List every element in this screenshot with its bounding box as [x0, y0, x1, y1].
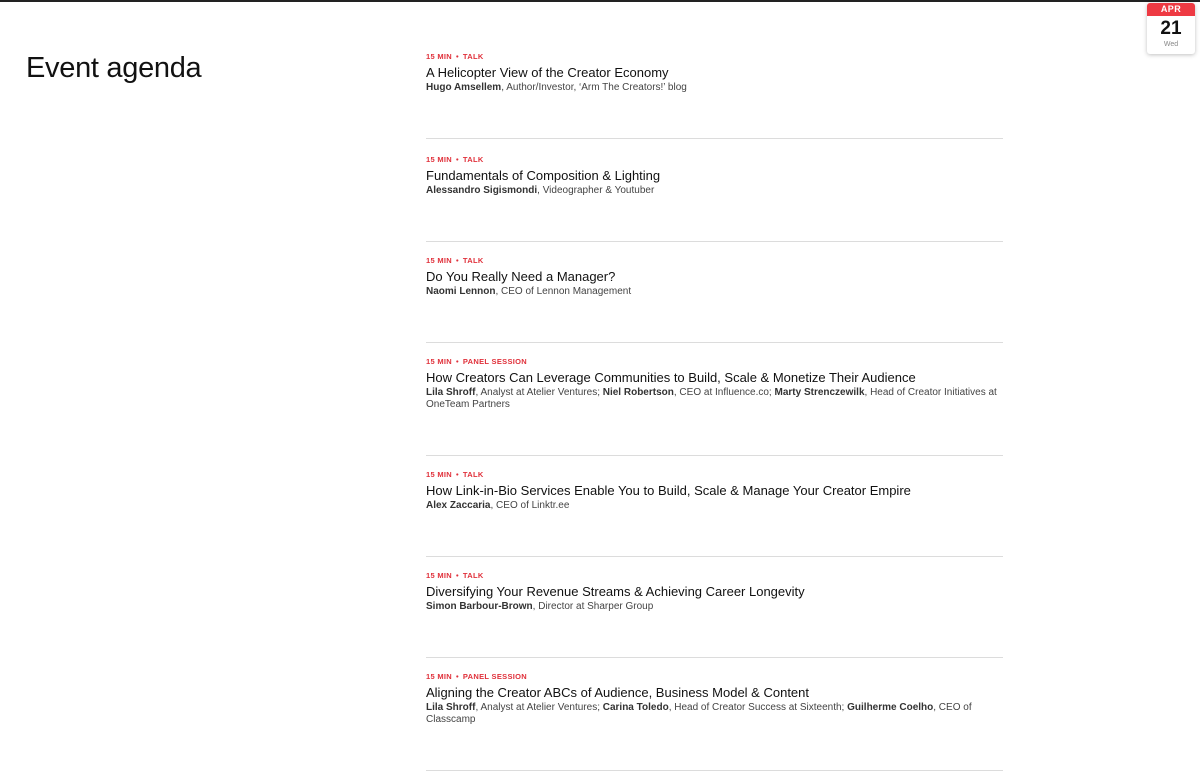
speaker-role: , CEO of Linktr.ee	[490, 500, 570, 511]
speaker-name: Alex Zaccaria	[426, 500, 491, 511]
session-speakers	[426, 702, 1003, 726]
session-meta	[426, 256, 1003, 266]
session-duration: 15 MIN	[426, 52, 452, 61]
page-title: Event agenda	[26, 52, 202, 84]
top-divider	[0, 0, 1200, 2]
agenda-item[interactable]	[426, 571, 1003, 658]
session-speakers	[426, 387, 1003, 411]
session-title[interactable]: Diversifying Your Revenue Streams & Achieving Career Longevity	[426, 584, 805, 599]
separator-dot: •	[455, 155, 459, 164]
session-meta	[426, 52, 1003, 62]
agenda-item[interactable]	[426, 52, 1003, 139]
agenda-item[interactable]	[426, 672, 1003, 771]
session-type: PANEL SESSION	[462, 672, 527, 681]
speaker-role: , Head of Creator Success at Sixteenth;	[668, 702, 848, 713]
calendar-month: APR	[1147, 3, 1195, 16]
separator-dot: •	[455, 672, 459, 681]
session-speakers	[426, 286, 1003, 298]
speaker-name: Marty Strenczewilk	[774, 387, 865, 398]
session-title[interactable]: How Creators Can Leverage Communities to Build, Scale & Monetize Their Audience	[426, 370, 916, 385]
separator-dot: •	[455, 357, 459, 366]
session-duration: 15 MIN	[426, 571, 452, 580]
session-type: TALK	[462, 470, 484, 479]
session-meta	[426, 155, 1003, 165]
session-duration: 15 MIN	[426, 470, 452, 479]
session-title[interactable]: A Helicopter View of the Creator Economy	[426, 65, 669, 80]
speaker-role: , CEO at Influence.co;	[673, 387, 775, 398]
speaker-name: Guilherme Coelho	[847, 702, 934, 713]
calendar-date-badge[interactable]	[1147, 3, 1195, 54]
session-title[interactable]: How Link-in-Bio Services Enable You to Build, Scale & Manage Your Creator Empire	[426, 483, 911, 498]
speaker-name: Niel Robertson	[602, 387, 674, 398]
session-speakers	[426, 185, 1003, 197]
session-type: TALK	[462, 155, 484, 164]
agenda-list	[426, 52, 1003, 771]
speaker-name: Carina Toledo	[602, 702, 669, 713]
speaker-role: , Head of Creator Initiatives at OneTeam Partners	[426, 387, 997, 410]
agenda-item[interactable]	[426, 357, 1003, 456]
session-duration: 15 MIN	[426, 357, 452, 366]
session-duration: 15 MIN	[426, 256, 452, 265]
agenda-item[interactable]	[426, 470, 1003, 557]
session-title[interactable]: Fundamentals of Composition & Lighting	[426, 168, 661, 183]
session-meta	[426, 357, 1003, 367]
session-meta	[426, 672, 1003, 682]
speaker-role: , Analyst at Atelier Ventures;	[475, 702, 603, 713]
separator-dot: •	[455, 571, 459, 580]
agenda-item[interactable]	[426, 155, 1003, 242]
session-meta	[426, 571, 1003, 581]
separator-dot: •	[455, 470, 459, 479]
speaker-name: Lila Shroff	[426, 387, 476, 398]
session-duration: 15 MIN	[426, 155, 452, 164]
session-duration: 15 MIN	[426, 672, 452, 681]
session-type: TALK	[462, 571, 484, 580]
session-meta	[426, 470, 1003, 480]
speaker-role: , CEO of Classcamp	[426, 702, 972, 725]
speaker-name: Alessandro Sigismondi	[426, 185, 538, 196]
session-type: TALK	[462, 52, 484, 61]
session-speakers	[426, 82, 1003, 94]
speaker-role: , Director at Sharper Group	[532, 601, 654, 612]
session-type: TALK	[462, 256, 484, 265]
calendar-weekday: Wed	[1163, 41, 1179, 48]
speaker-name: Naomi Lennon	[426, 286, 496, 297]
speaker-name: Lila Shroff	[426, 702, 476, 713]
speaker-role: , Analyst at Atelier Ventures;	[475, 387, 603, 398]
speaker-role: , CEO of Lennon Management	[495, 286, 632, 297]
separator-dot: •	[455, 256, 459, 265]
separator-dot: •	[455, 52, 459, 61]
session-title[interactable]: Aligning the Creator ABCs of Audience, Business Model & Content	[426, 685, 809, 700]
agenda-item[interactable]	[426, 256, 1003, 343]
speaker-name: Simon Barbour-Brown	[426, 601, 533, 612]
session-speakers	[426, 500, 1003, 512]
session-speakers	[426, 601, 1003, 613]
speaker-role: , Videographer & Youtuber	[537, 185, 655, 196]
session-type: PANEL SESSION	[462, 357, 527, 366]
session-title[interactable]: Do You Really Need a Manager?	[426, 269, 616, 284]
speaker-name: Hugo Amsellem	[426, 82, 502, 93]
speaker-role: , Author/Investor, ‘Arm The Creators!’ blog	[501, 82, 687, 93]
calendar-day: 21	[1160, 18, 1182, 39]
